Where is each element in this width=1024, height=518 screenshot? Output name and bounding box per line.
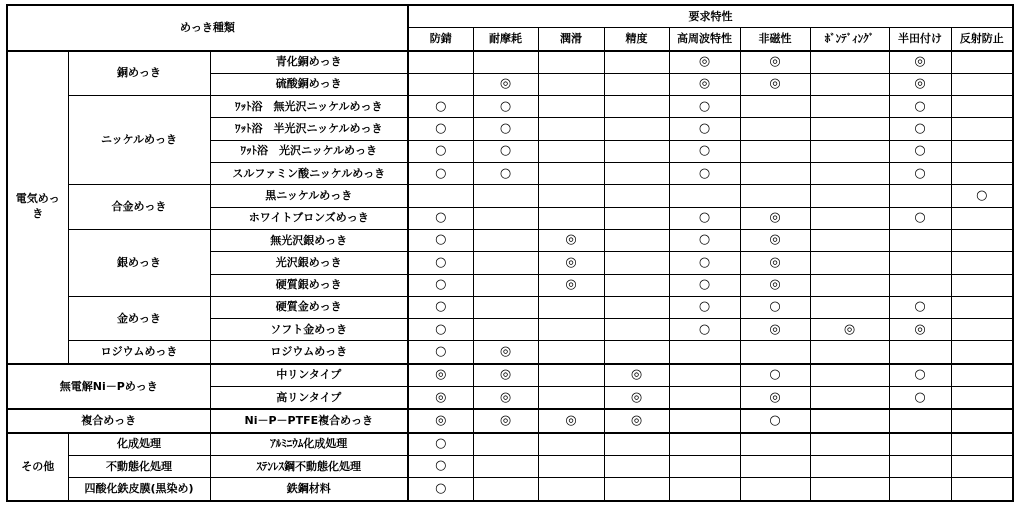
property-mark [604, 455, 669, 477]
property-mark [538, 455, 604, 477]
property-mark [604, 252, 669, 274]
property-mark [473, 455, 538, 477]
property-mark [604, 433, 669, 456]
plating-name: ｽﾃﾝﾚｽ鋼不動態化処理 [210, 455, 408, 477]
property-mark [889, 185, 951, 207]
property-mark: ◎ [473, 341, 538, 364]
property-mark: ◎ [740, 73, 810, 95]
property-mark [538, 433, 604, 456]
plating-name: 中リンタイプ [210, 364, 408, 387]
property-mark [604, 274, 669, 296]
table-row [7, 51, 1013, 74]
property-mark: ○ [889, 163, 951, 185]
property-mark [810, 387, 889, 410]
property-mark: ○ [408, 274, 473, 296]
property-mark [951, 229, 1013, 251]
property-mark [408, 73, 473, 95]
table-body [7, 51, 1013, 501]
property-mark: ○ [740, 364, 810, 387]
property-mark [951, 163, 1013, 185]
property-mark: ○ [740, 296, 810, 318]
property-mark: ◎ [740, 274, 810, 296]
group-composite: 複合めっき [7, 409, 210, 432]
plating-name: 青化銅めっき [210, 51, 408, 74]
property-mark: ◎ [473, 73, 538, 95]
property-mark: ○ [669, 207, 740, 229]
property-mark [604, 96, 669, 118]
property-mark [740, 140, 810, 162]
group-electro: 電気めっき [7, 51, 68, 364]
table-row [7, 478, 1013, 501]
table-row [7, 185, 1013, 207]
property-mark [951, 118, 1013, 140]
property-mark [473, 478, 538, 501]
property-mark [538, 478, 604, 501]
property-mark [669, 341, 740, 364]
property-mark [604, 296, 669, 318]
property-mark: ◎ [669, 73, 740, 95]
group-nickel: ニッケルめっき [68, 96, 210, 185]
group-alloy: 合金めっき [68, 185, 210, 230]
property-mark [538, 51, 604, 74]
property-mark: ○ [951, 185, 1013, 207]
group-copper: 銅めっき [68, 51, 210, 96]
property-mark: ◎ [408, 409, 473, 432]
property-mark: ◎ [669, 51, 740, 74]
property-mark [810, 341, 889, 364]
property-mark: ◎ [538, 274, 604, 296]
property-mark: ○ [669, 96, 740, 118]
property-mark [889, 341, 951, 364]
plating-name: 無光沢銀めっき [210, 229, 408, 251]
property-mark [408, 51, 473, 74]
property-mark [604, 319, 669, 341]
property-mark [951, 409, 1013, 432]
group-chemical: 化成処理 [68, 433, 210, 456]
requirements-header: 要求特性 [408, 5, 1013, 28]
table-row [7, 341, 1013, 364]
plating-name: 硬質銀めっき [210, 274, 408, 296]
property-mark [810, 296, 889, 318]
property-mark: ◎ [740, 51, 810, 74]
property-mark [473, 207, 538, 229]
property-mark [810, 364, 889, 387]
property-mark: ○ [473, 140, 538, 162]
column-header: 非磁性 [740, 28, 810, 51]
property-mark: ○ [473, 163, 538, 185]
property-mark [473, 274, 538, 296]
property-mark [604, 207, 669, 229]
property-mark [538, 73, 604, 95]
property-mark: ○ [408, 96, 473, 118]
property-mark [669, 455, 740, 477]
property-mark [889, 433, 951, 456]
property-mark [669, 387, 740, 410]
property-mark [740, 118, 810, 140]
plating-name: 鉄鋼材料 [210, 478, 408, 501]
property-mark [810, 73, 889, 95]
property-mark [810, 409, 889, 432]
property-mark [889, 252, 951, 274]
column-header: ﾎﾞﾝﾃﾞｨﾝｸﾞ [810, 28, 889, 51]
property-mark [951, 96, 1013, 118]
property-mark [951, 274, 1013, 296]
table-row [7, 96, 1013, 118]
column-header: 半田付け [889, 28, 951, 51]
plating-type-header: めっき種類 [7, 5, 408, 51]
property-mark [669, 478, 740, 501]
property-mark [810, 163, 889, 185]
property-mark [604, 185, 669, 207]
property-mark: ◎ [473, 364, 538, 387]
table-row [7, 433, 1013, 456]
property-mark: ◎ [604, 387, 669, 410]
property-mark [810, 252, 889, 274]
property-mark [740, 341, 810, 364]
property-mark [604, 229, 669, 251]
property-mark: ○ [408, 118, 473, 140]
property-mark [889, 274, 951, 296]
plating-name: ソフト金めっき [210, 319, 408, 341]
property-mark [538, 296, 604, 318]
property-mark [810, 207, 889, 229]
property-mark: ○ [669, 163, 740, 185]
property-mark [740, 433, 810, 456]
property-mark: ◎ [538, 252, 604, 274]
table-row [7, 455, 1013, 477]
property-mark: ○ [473, 118, 538, 140]
property-mark [810, 433, 889, 456]
property-mark: ○ [408, 252, 473, 274]
property-mark [951, 341, 1013, 364]
plating-properties-table [6, 4, 1014, 502]
property-mark: ○ [408, 478, 473, 501]
property-mark: ○ [669, 296, 740, 318]
property-mark [604, 341, 669, 364]
property-mark [951, 207, 1013, 229]
property-mark [473, 252, 538, 274]
plating-name: 硫酸銅めっき [210, 73, 408, 95]
column-header: 反射防止 [951, 28, 1013, 51]
property-mark: ○ [889, 96, 951, 118]
property-mark [604, 118, 669, 140]
property-mark: ○ [408, 455, 473, 477]
property-mark: ◎ [408, 387, 473, 410]
property-mark [810, 274, 889, 296]
property-mark [473, 185, 538, 207]
column-header: 精度 [604, 28, 669, 51]
property-mark: ◎ [473, 409, 538, 432]
property-mark: ◎ [604, 364, 669, 387]
property-mark: ○ [408, 296, 473, 318]
property-mark [951, 387, 1013, 410]
property-mark: ○ [408, 229, 473, 251]
column-header: 潤滑 [538, 28, 604, 51]
property-mark: ○ [889, 118, 951, 140]
property-mark: ◎ [740, 252, 810, 274]
plating-name: ﾜｯﾄ浴 光沢ニッケルめっき [210, 140, 408, 162]
property-mark: ◎ [740, 207, 810, 229]
property-mark: ○ [408, 140, 473, 162]
table-row [7, 364, 1013, 387]
property-mark [604, 73, 669, 95]
property-mark: ○ [473, 96, 538, 118]
plating-name: ﾜｯﾄ浴 半光沢ニッケルめっき [210, 118, 408, 140]
column-header: 防錆 [408, 28, 473, 51]
property-mark [951, 433, 1013, 456]
property-mark: ○ [669, 229, 740, 251]
plating-name: Ni－P－PTFE複合めっき [210, 409, 408, 432]
property-mark [951, 73, 1013, 95]
property-mark: ◎ [740, 229, 810, 251]
property-mark [889, 478, 951, 501]
group-gold: 金めっき [68, 296, 210, 341]
property-mark [669, 409, 740, 432]
property-mark: ◎ [810, 319, 889, 341]
property-mark: ○ [889, 296, 951, 318]
property-mark [810, 51, 889, 74]
property-mark [951, 51, 1013, 74]
plating-name: 黒ニッケルめっき [210, 185, 408, 207]
property-mark [951, 296, 1013, 318]
property-mark [538, 207, 604, 229]
plating-name: ﾜｯﾄ浴 無光沢ニッケルめっき [210, 96, 408, 118]
group-other: その他 [7, 433, 68, 501]
group-passivation: 不動態化処理 [68, 455, 210, 477]
property-mark: ○ [408, 319, 473, 341]
property-mark [740, 96, 810, 118]
property-mark: ○ [889, 387, 951, 410]
group-electroless: 無電解Ni－Pめっき [7, 364, 210, 410]
property-mark: ◎ [473, 387, 538, 410]
property-mark [473, 51, 538, 74]
property-mark [740, 478, 810, 501]
property-mark: ○ [408, 341, 473, 364]
property-mark [669, 433, 740, 456]
property-mark [538, 185, 604, 207]
plating-name: 光沢銀めっき [210, 252, 408, 274]
property-mark: ○ [408, 433, 473, 456]
property-mark [538, 118, 604, 140]
property-mark: ◎ [538, 229, 604, 251]
property-mark [889, 409, 951, 432]
property-mark [810, 185, 889, 207]
column-header: 耐摩耗 [473, 28, 538, 51]
property-mark [538, 387, 604, 410]
property-mark [538, 364, 604, 387]
property-mark: ○ [889, 364, 951, 387]
group-rhodium: ロジウムめっき [68, 341, 210, 364]
property-mark: ◎ [604, 409, 669, 432]
property-mark [810, 140, 889, 162]
property-mark [740, 163, 810, 185]
table-row [7, 296, 1013, 318]
property-mark [951, 140, 1013, 162]
property-mark: ○ [669, 140, 740, 162]
property-mark: ◎ [889, 73, 951, 95]
property-mark [951, 455, 1013, 477]
table-row [7, 229, 1013, 251]
property-mark [951, 252, 1013, 274]
property-mark [810, 96, 889, 118]
property-mark [473, 433, 538, 456]
property-mark [538, 96, 604, 118]
property-mark [810, 229, 889, 251]
property-mark [951, 364, 1013, 387]
column-header: 高周波特性 [669, 28, 740, 51]
group-blackening: 四酸化鉄皮膜(黒染め) [68, 478, 210, 501]
property-mark [538, 341, 604, 364]
plating-name: スルファミン酸ニッケルめっき [210, 163, 408, 185]
property-mark [889, 455, 951, 477]
property-mark: ○ [669, 118, 740, 140]
property-mark: ○ [669, 319, 740, 341]
property-mark [810, 478, 889, 501]
group-silver: 銀めっき [68, 229, 210, 296]
property-mark [740, 185, 810, 207]
property-mark [473, 296, 538, 318]
property-mark: ○ [740, 409, 810, 432]
plating-name: 硬質金めっき [210, 296, 408, 318]
property-mark: ◎ [408, 364, 473, 387]
table-row [7, 409, 1013, 432]
property-mark [604, 163, 669, 185]
property-mark: ○ [889, 207, 951, 229]
plating-name: ホワイトブロンズめっき [210, 207, 408, 229]
property-mark: ◎ [740, 319, 810, 341]
property-mark: ◎ [889, 51, 951, 74]
property-mark [538, 319, 604, 341]
property-mark [604, 478, 669, 501]
property-mark [604, 140, 669, 162]
property-mark: ◎ [740, 387, 810, 410]
property-mark: ○ [889, 140, 951, 162]
property-mark: ○ [408, 163, 473, 185]
plating-name: ロジウムめっき [210, 341, 408, 364]
property-mark [951, 319, 1013, 341]
property-mark [810, 118, 889, 140]
property-mark [669, 185, 740, 207]
property-mark: ○ [669, 252, 740, 274]
property-mark [951, 478, 1013, 501]
plating-name: ｱﾙﾐﾆｳﾑ化成処理 [210, 433, 408, 456]
property-mark [538, 163, 604, 185]
plating-name: 高リンタイプ [210, 387, 408, 410]
property-mark [604, 51, 669, 74]
property-mark: ◎ [889, 319, 951, 341]
property-mark [473, 229, 538, 251]
property-mark [810, 455, 889, 477]
property-mark: ◎ [538, 409, 604, 432]
property-mark [408, 185, 473, 207]
property-mark [538, 140, 604, 162]
property-mark: ○ [669, 274, 740, 296]
property-mark [889, 229, 951, 251]
property-mark [669, 364, 740, 387]
property-mark: ○ [408, 207, 473, 229]
property-mark [740, 455, 810, 477]
property-mark [473, 319, 538, 341]
